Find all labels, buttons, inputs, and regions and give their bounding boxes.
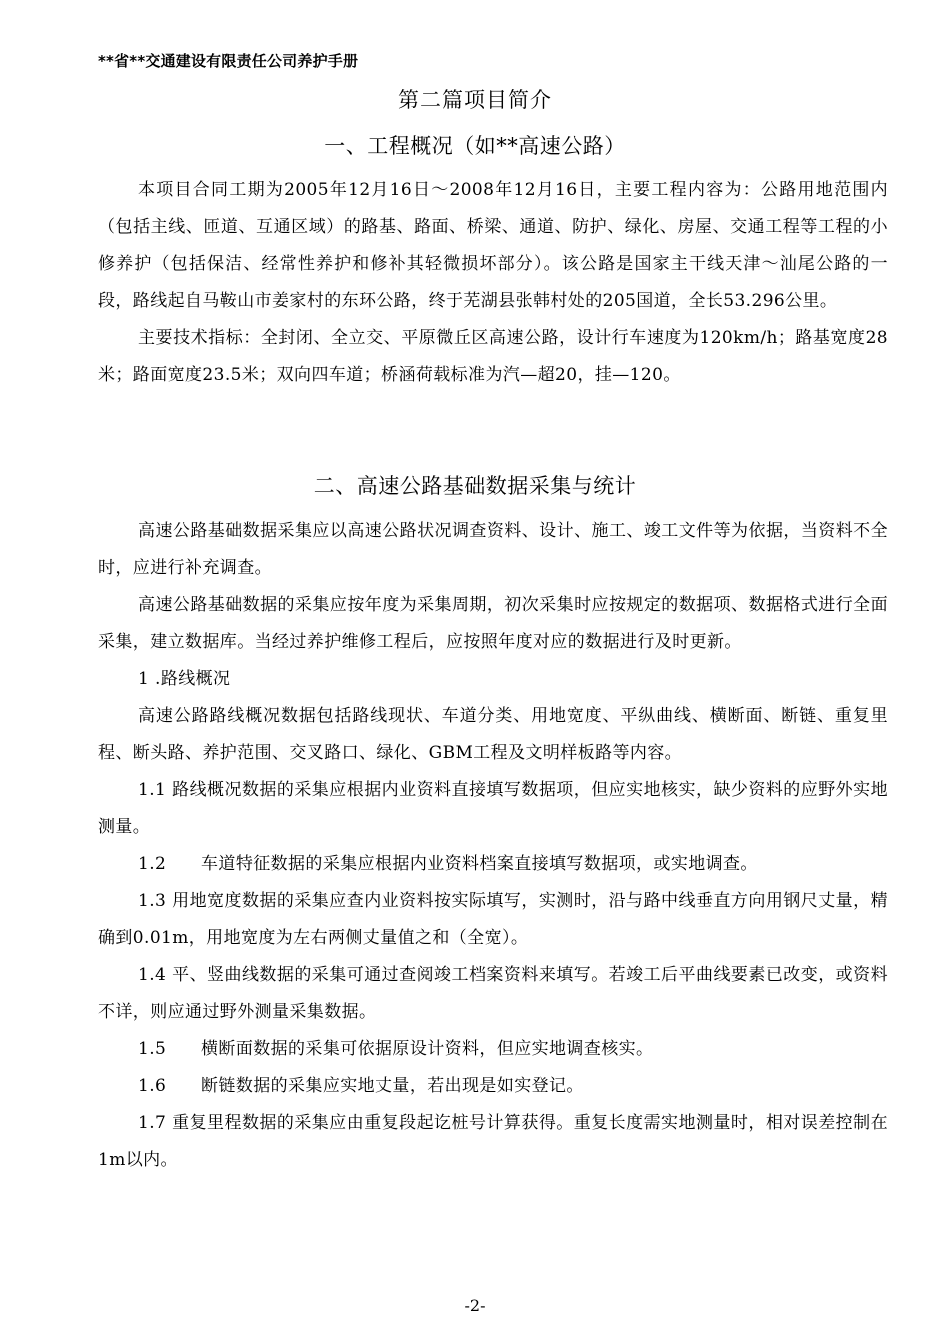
clause-1-4: 1.4 平、竖曲线数据的采集可通过查阅竣工档案资料来填写。若竣工后平曲线要素已改变，或资料不详，则应通过野外测量采集数据。	[98, 965, 888, 1022]
clause-1-1: 1.1 路线概况数据的采集应根据内业资料直接填写数据项，但应实地核实，缺少资料的应野外实地测量。	[98, 780, 888, 837]
section-heading-data-collection: 二、高速公路基础数据采集与统计	[313, 474, 637, 498]
paragraph: 高速公路基础数据采集应以高速公路状况调查资料、设计、施工、竣工文件等为依据，当资料不全时，应进行补充调查。	[98, 521, 888, 578]
clause-1-2: 1.2 车道特征数据的采集应根据内业资料档案直接填写数据项，或实地调查。	[138, 854, 758, 874]
clause-1-5: 1.5 横断面数据的采集可依据原设计资料，但应实地调查核实。	[138, 1039, 654, 1059]
clause-1-6: 1.6 断链数据的采集应实地丈量，若出现是如实登记。	[138, 1076, 584, 1096]
paragraph: 主要技术指标：全封闭、全立交、平原微丘区高速公路，设计行车速度为120km/h；路基宽度28米；路面宽度23.5米；双向四车道；桥涵荷载标准为汽—超20，挂—120。	[98, 328, 888, 385]
paragraph: 高速公路路线概况数据包括路线现状、车道分类、用地宽度、平纵曲线、横断面、断链、重复里程、断头路、养护范围、交叉路口、绿化、GBM工程及文明样板路等内容。	[98, 706, 888, 763]
clause-1-3: 1.3 用地宽度数据的采集应查内业资料按实际填写，实测时，沿与路中线垂直方向用钢尺丈量，精确到0.01m，用地宽度为左右两侧丈量值之和（全宽）。	[98, 891, 888, 948]
running-header: **省**交通建设有限责任公司养护手册	[98, 52, 359, 70]
paragraph: 高速公路基础数据的采集应按年度为采集周期，初次采集时应按规定的数据项、数据格式进行全面采集，建立数据库。当经过养护维修工程后，应按照年度对应的数据进行及时更新。	[98, 595, 888, 652]
section-heading-overview: 一、工程概况（如**高速公路）	[324, 134, 626, 158]
page-title: 第二篇项目简介	[398, 88, 552, 112]
subsection-title: 1 .路线概况	[138, 669, 231, 689]
clause-1-7: 1.7 重复里程数据的采集应由重复段起讫桩号计算获得。重复长度需实地测量时，相对误差控制在1m以内。	[98, 1113, 888, 1170]
paragraph: 本项目合同工期为2005年12月16日～2008年12月16日，主要工程内容为：公路用地范围内（包括主线、匝道、互通区域）的路基、路面、桥梁、通道、防护、绿化、房屋、交通工程等工程的小修养护（包括保洁、经常性养护和修补其轻微损坏部分）。该公路是国家主干线天津～汕尾公路的一段，路线起自马鞍山市姜家村的东环公路，终于芜湖县张韩村处的205国道，全长53.296公里。	[98, 180, 888, 311]
section-body-overview	[98, 172, 888, 394]
page-number: -2-	[464, 1296, 486, 1315]
section-body-data-collection	[98, 513, 888, 1179]
